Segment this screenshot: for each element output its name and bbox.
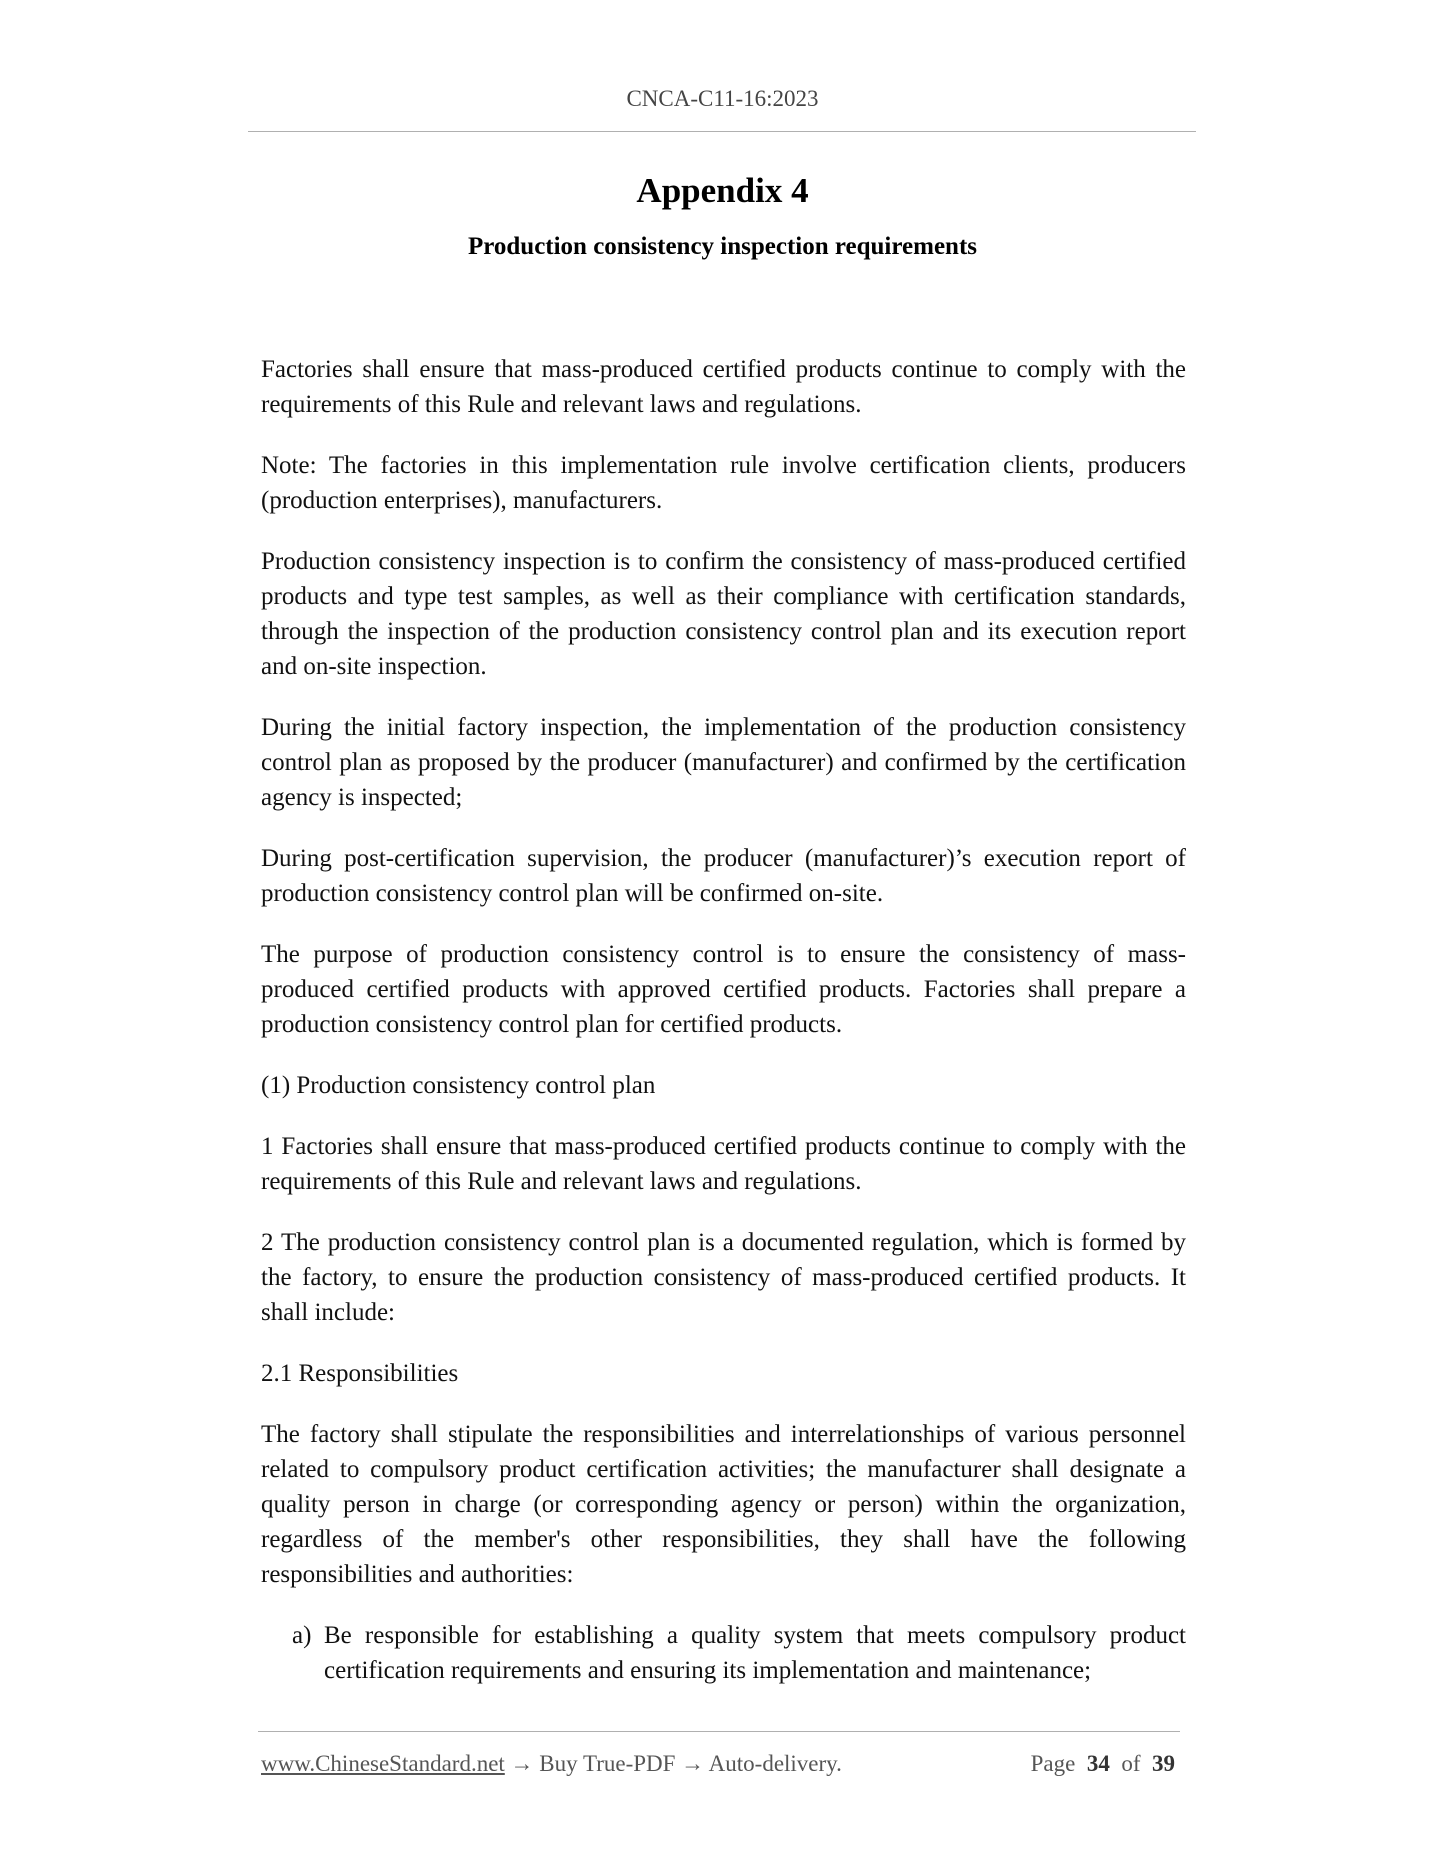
numbered-paragraph: 2 The production consistency control plan is a documented regulation, which is formed by the factory, to ensure the production consistency of mass-produced certified products. It shall include: <box>261 1229 1186 1326</box>
paragraph: During post-certification supervision, the producer (manufacturer)’s execution report of production consistency control plan will be confirmed on-site. <box>261 845 1186 907</box>
page-label: Page <box>1030 1751 1076 1776</box>
list-marker: a) <box>292 1622 312 1649</box>
footer-tagline: → Buy True-PDF → Auto-delivery. <box>504 1751 842 1776</box>
paragraph: During the initial factory inspection, the implementation of the production consistency control plan as proposed by the producer (manufacturer) and confirmed by the certification agency is inspected; <box>261 714 1186 811</box>
of-label: of <box>1121 1751 1141 1776</box>
document-body <box>261 352 1186 1688</box>
header-divider <box>248 131 1196 132</box>
subsection-heading: 2.1 Responsibilities <box>261 1360 459 1387</box>
footer-promo <box>261 1751 842 1777</box>
page-indicator <box>1031 1751 1175 1777</box>
total-page-number: 39 <box>1152 1751 1175 1776</box>
paragraph: Factories shall ensure that mass-produced certified products continue to comply with the requirements of this Rule and relevant laws and regulations. <box>261 356 1186 418</box>
list-item-text: Be responsible for establishing a quality system that meets compulsory product certification requirements and ensuring its implementation and maintenance; <box>324 1622 1186 1684</box>
website-link[interactable]: www.ChineseStandard.net <box>261 1751 505 1776</box>
page-title: Appendix 4 <box>636 171 809 210</box>
paragraph: The factory shall stipulate the responsibilities and interrelationships of various personnel related to compulsory product certification activities; the manufacturer shall designate a quality person in charge (or corresponding agency or person) within the organization, regardless of the member's other responsibilities, they shall have the following responsibilities and authorities: <box>261 1421 1186 1588</box>
current-page-number: 34 <box>1086 1751 1110 1776</box>
list-item <box>261 1618 1186 1688</box>
section-heading: (1) Production consistency control plan <box>261 1072 656 1099</box>
header-document-code: CNCA-C11-16:2023 <box>626 86 819 111</box>
paragraph: Production consistency inspection is to confirm the consistency of mass-produced certified products and type test samples, as well as their compliance with certification standards, through the inspection of the production consistency control plan and its execution report and on-site inspection. <box>261 548 1186 680</box>
numbered-paragraph: 1 Factories shall ensure that mass-produced certified products continue to comply with the requirements of this Rule and relevant laws and regulations. <box>261 1133 1186 1195</box>
footer-divider <box>258 1731 1180 1732</box>
note-paragraph: Note: The factories in this implementation rule involve certification clients, producers (production enterprises), manufacturers. <box>261 452 1186 514</box>
page-subtitle: Production consistency inspection requirements <box>467 233 978 260</box>
paragraph: The purpose of production consistency control is to ensure the consistency of mass-produced certified products with approved certified products. Factories shall prepare a production consistency control plan for certified products. <box>261 941 1186 1038</box>
